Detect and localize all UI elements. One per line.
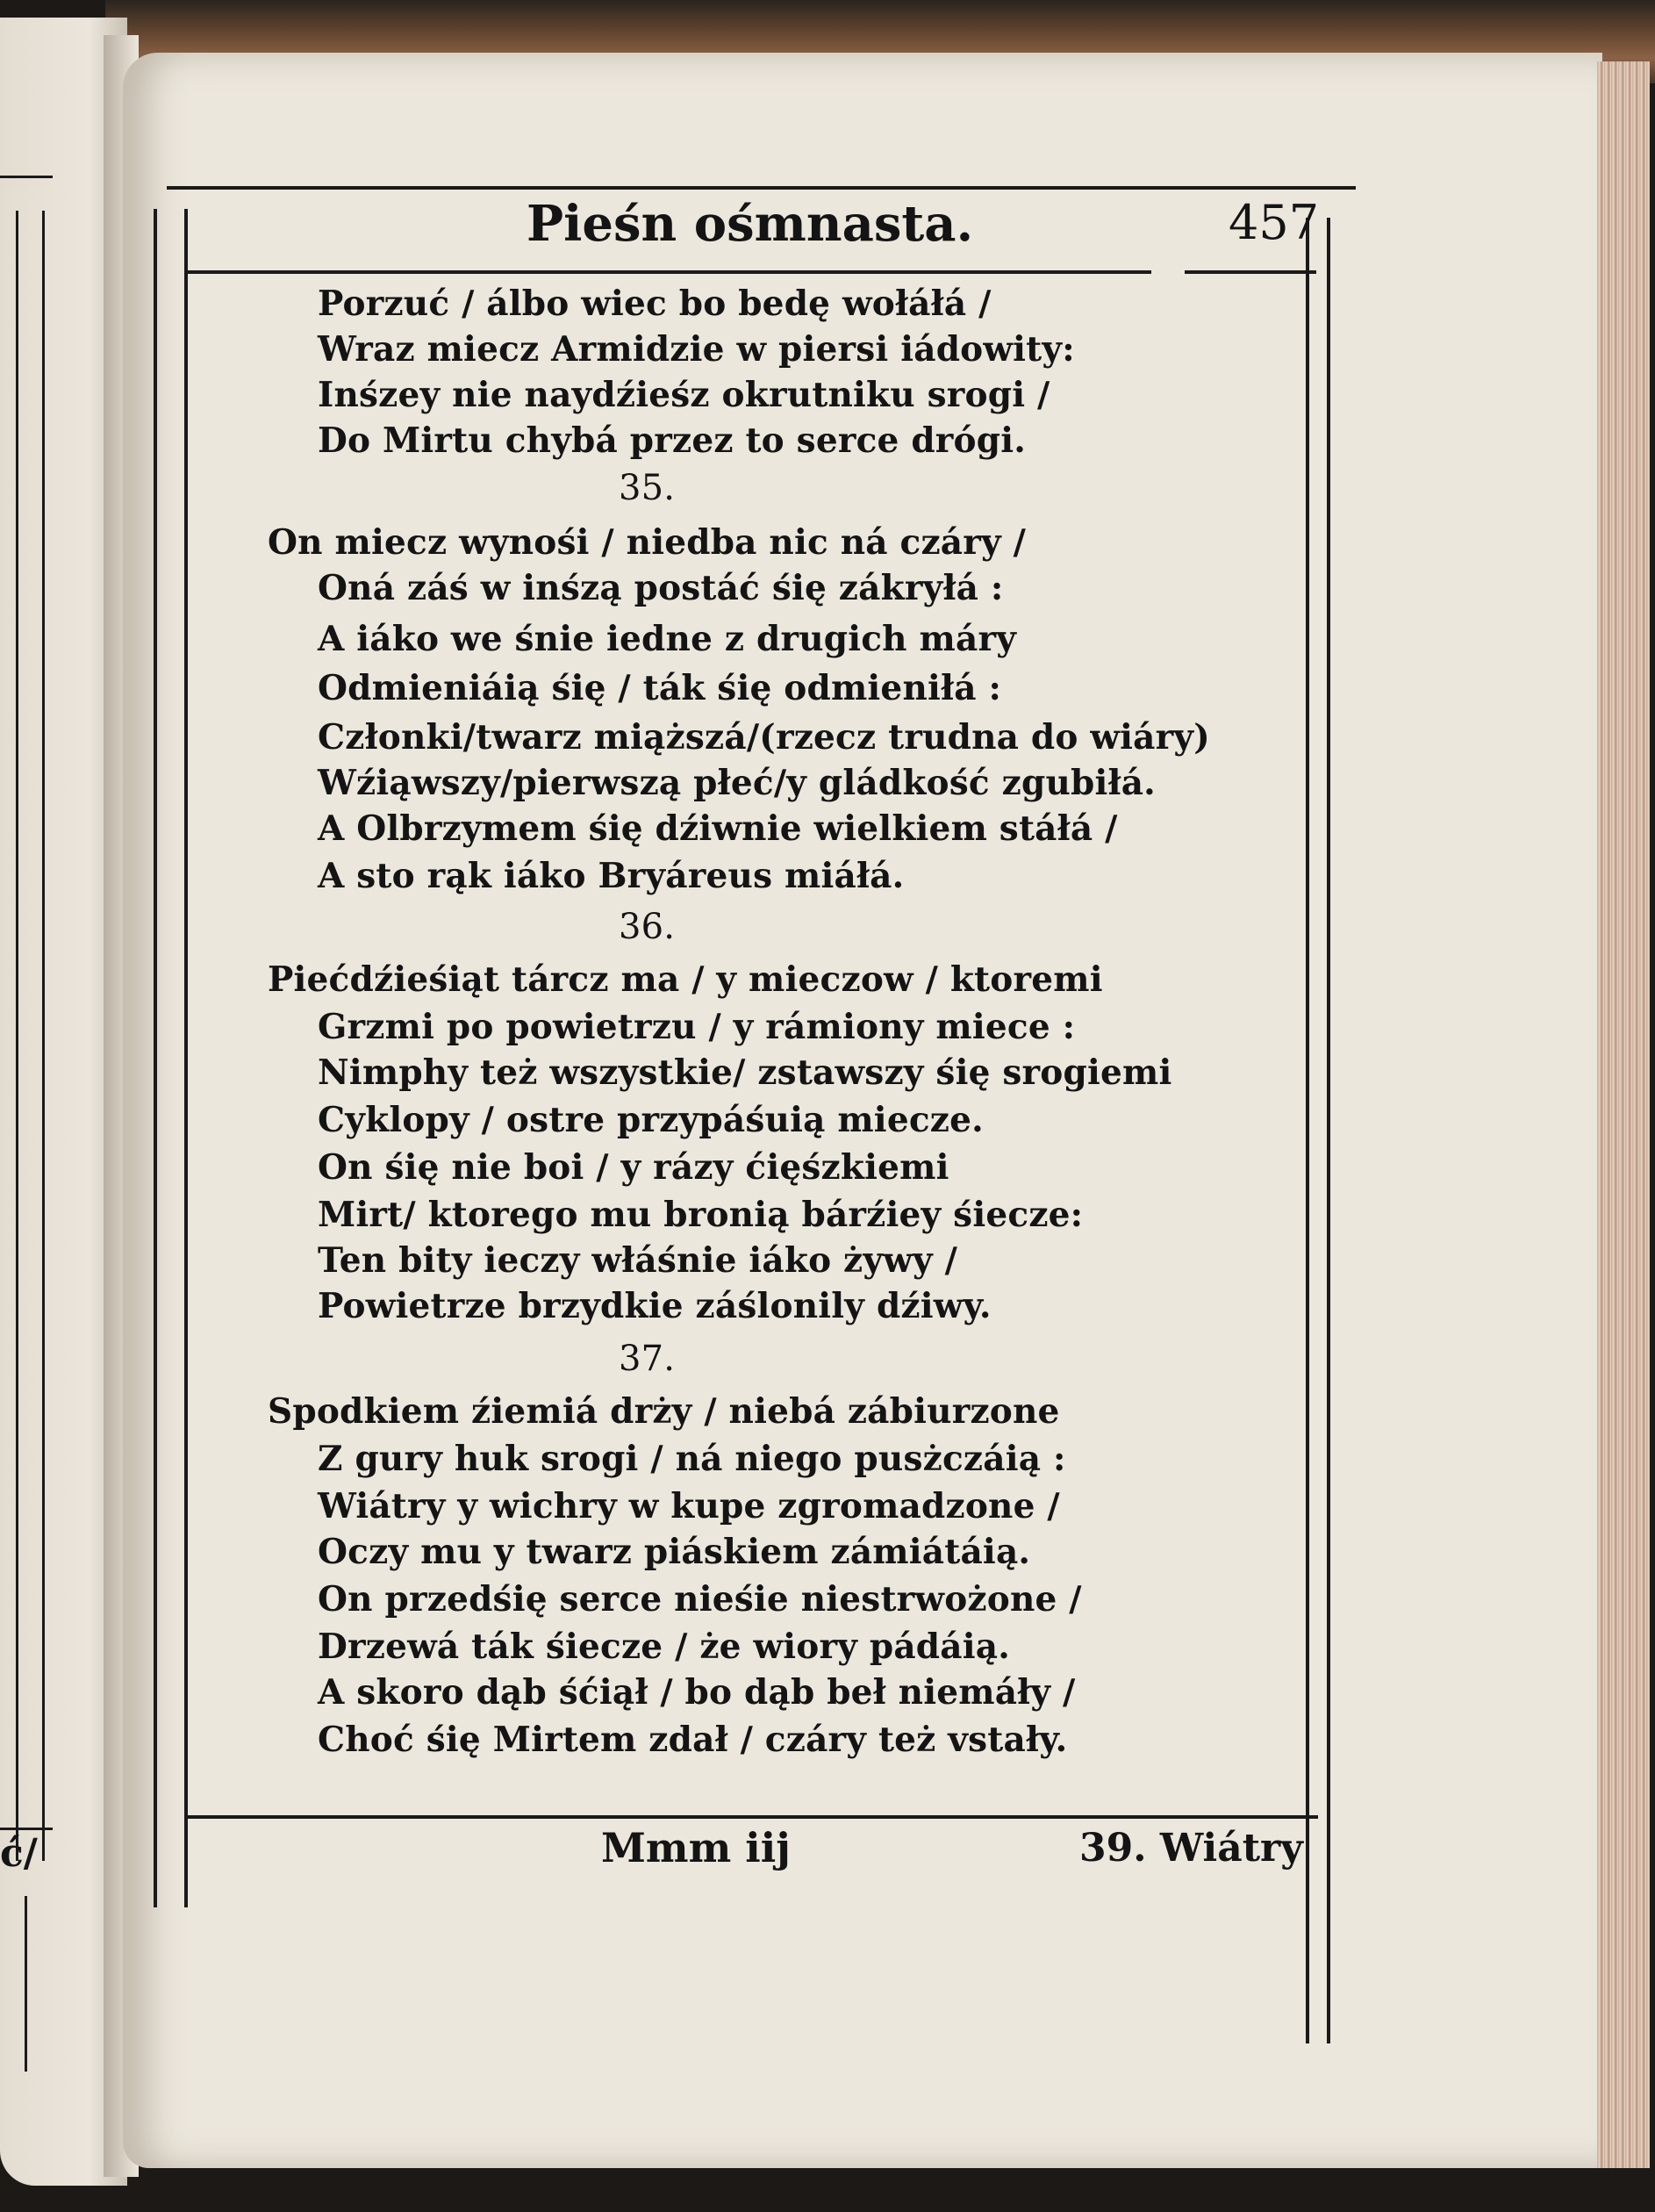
left-page-rule: [0, 176, 53, 178]
verse-line: Porzuć / álbo wiec bo bedę wołáłá /: [318, 284, 992, 324]
left-page-fragment: ć/: [0, 1831, 38, 1876]
header-underline-rule: [1185, 270, 1316, 274]
page-number: 457: [1229, 195, 1320, 250]
header-underline-rule: [186, 270, 1151, 274]
verse-line: On przedśię serce nieśie niestrwożone /: [318, 1579, 1082, 1620]
verse-line: Do Mirtu chybá przez to serce drógi.: [318, 420, 1027, 461]
verse-line: Oná záś w inśzą postáć śię zákryłá :: [318, 568, 1004, 608]
verse-line: Wraz miecz Armidzie w piersi iádowity:: [318, 329, 1075, 370]
frame-right-inner-rule: [1306, 218, 1309, 2043]
verse-line: Z gury huk srogi / ná niego pusżczáią :: [318, 1439, 1066, 1479]
page-edge: [1597, 61, 1650, 2168]
verse-line: Grzmi po powietrzu / y rámiony miece :: [318, 1007, 1076, 1047]
verse-line: Wźiąwszy/pierwszą płeć/y gládkość zgubiłá.: [318, 763, 1156, 803]
verse-line: Spodkiem źiemiá drży / niebá zábiurzone: [268, 1391, 1060, 1432]
verse-line: Cyklopy / ostre przypáśuią miecze.: [318, 1100, 984, 1140]
verse-line: Powietrze brzydkie záślonily dźiwy.: [318, 1286, 992, 1326]
verse-line: A sto rąk iáko Bryáreus miáłá.: [318, 856, 905, 896]
verse-line: A iáko we śnie iedne z drugich máry: [318, 619, 1017, 659]
left-page-rule: [25, 1896, 27, 2072]
verse-line: Ten bity ieczy włáśnie iáko żywy /: [318, 1240, 958, 1281]
left-page-rule: [0, 1828, 53, 1830]
verse-line: Drzewá ták śiecze / że wiory pádáią.: [318, 1627, 1010, 1667]
verse-line: Oczy mu y twarz piáskiem zámiátáią.: [318, 1532, 1031, 1572]
frame-bottom-rule: [186, 1815, 1318, 1819]
verse-line: Inśzey nie naydźieśz okrutniku srogi /: [318, 375, 1050, 415]
verse-line: Wiátry y wichry w kupe zgromadzone /: [318, 1486, 1060, 1526]
running-title: Pieśn ośmnasta.: [527, 195, 974, 253]
verse-line: On śię nie boi / y rázy ćięśzkiemi: [318, 1147, 949, 1188]
catchword: 39. Wiátry: [1079, 1826, 1303, 1871]
verse-line: A skoro dąb śćiął / bo dąb beł niemáły /: [318, 1672, 1076, 1713]
verse-line: Mirt/ ktorego mu bronią bárźiey śiecze:: [318, 1195, 1084, 1235]
verse-line: Choć śię Mirtem zdał / czáry też vstały.: [318, 1720, 1068, 1760]
stanza-number: 37.: [619, 1339, 676, 1379]
verse-line: Członki/twarz miąższá/(rzecz trudna do wiáry): [318, 717, 1210, 758]
verse-line: Odmieniáią śię / ták śię odmieniłá :: [318, 668, 1002, 708]
left-page-rule: [42, 211, 45, 1861]
frame-top-rule: [167, 186, 1356, 190]
stanza-number: 36.: [619, 907, 676, 947]
verse-line: Piećdźieśiąt tárcz ma / y mieczow / ktoremi: [268, 959, 1103, 1000]
frame-left-inner-rule: [184, 209, 188, 1907]
left-page-rule: [16, 211, 18, 1861]
verse-line: Nimphy też wszystkie/ zstawszy śię srogiemi: [318, 1052, 1172, 1093]
verse-line: A Olbrzymem śię dźiwnie wielkiem stáłá /: [318, 808, 1118, 849]
signature-mark: Mmm iij: [601, 1824, 791, 1871]
stanza-number: 35.: [619, 468, 676, 508]
verse-line: On miecz wynośi / niedba nic ná czáry /: [268, 522, 1027, 563]
frame-right-outer-rule: [1327, 218, 1330, 2043]
frame-left-outer-rule: [154, 209, 157, 1907]
